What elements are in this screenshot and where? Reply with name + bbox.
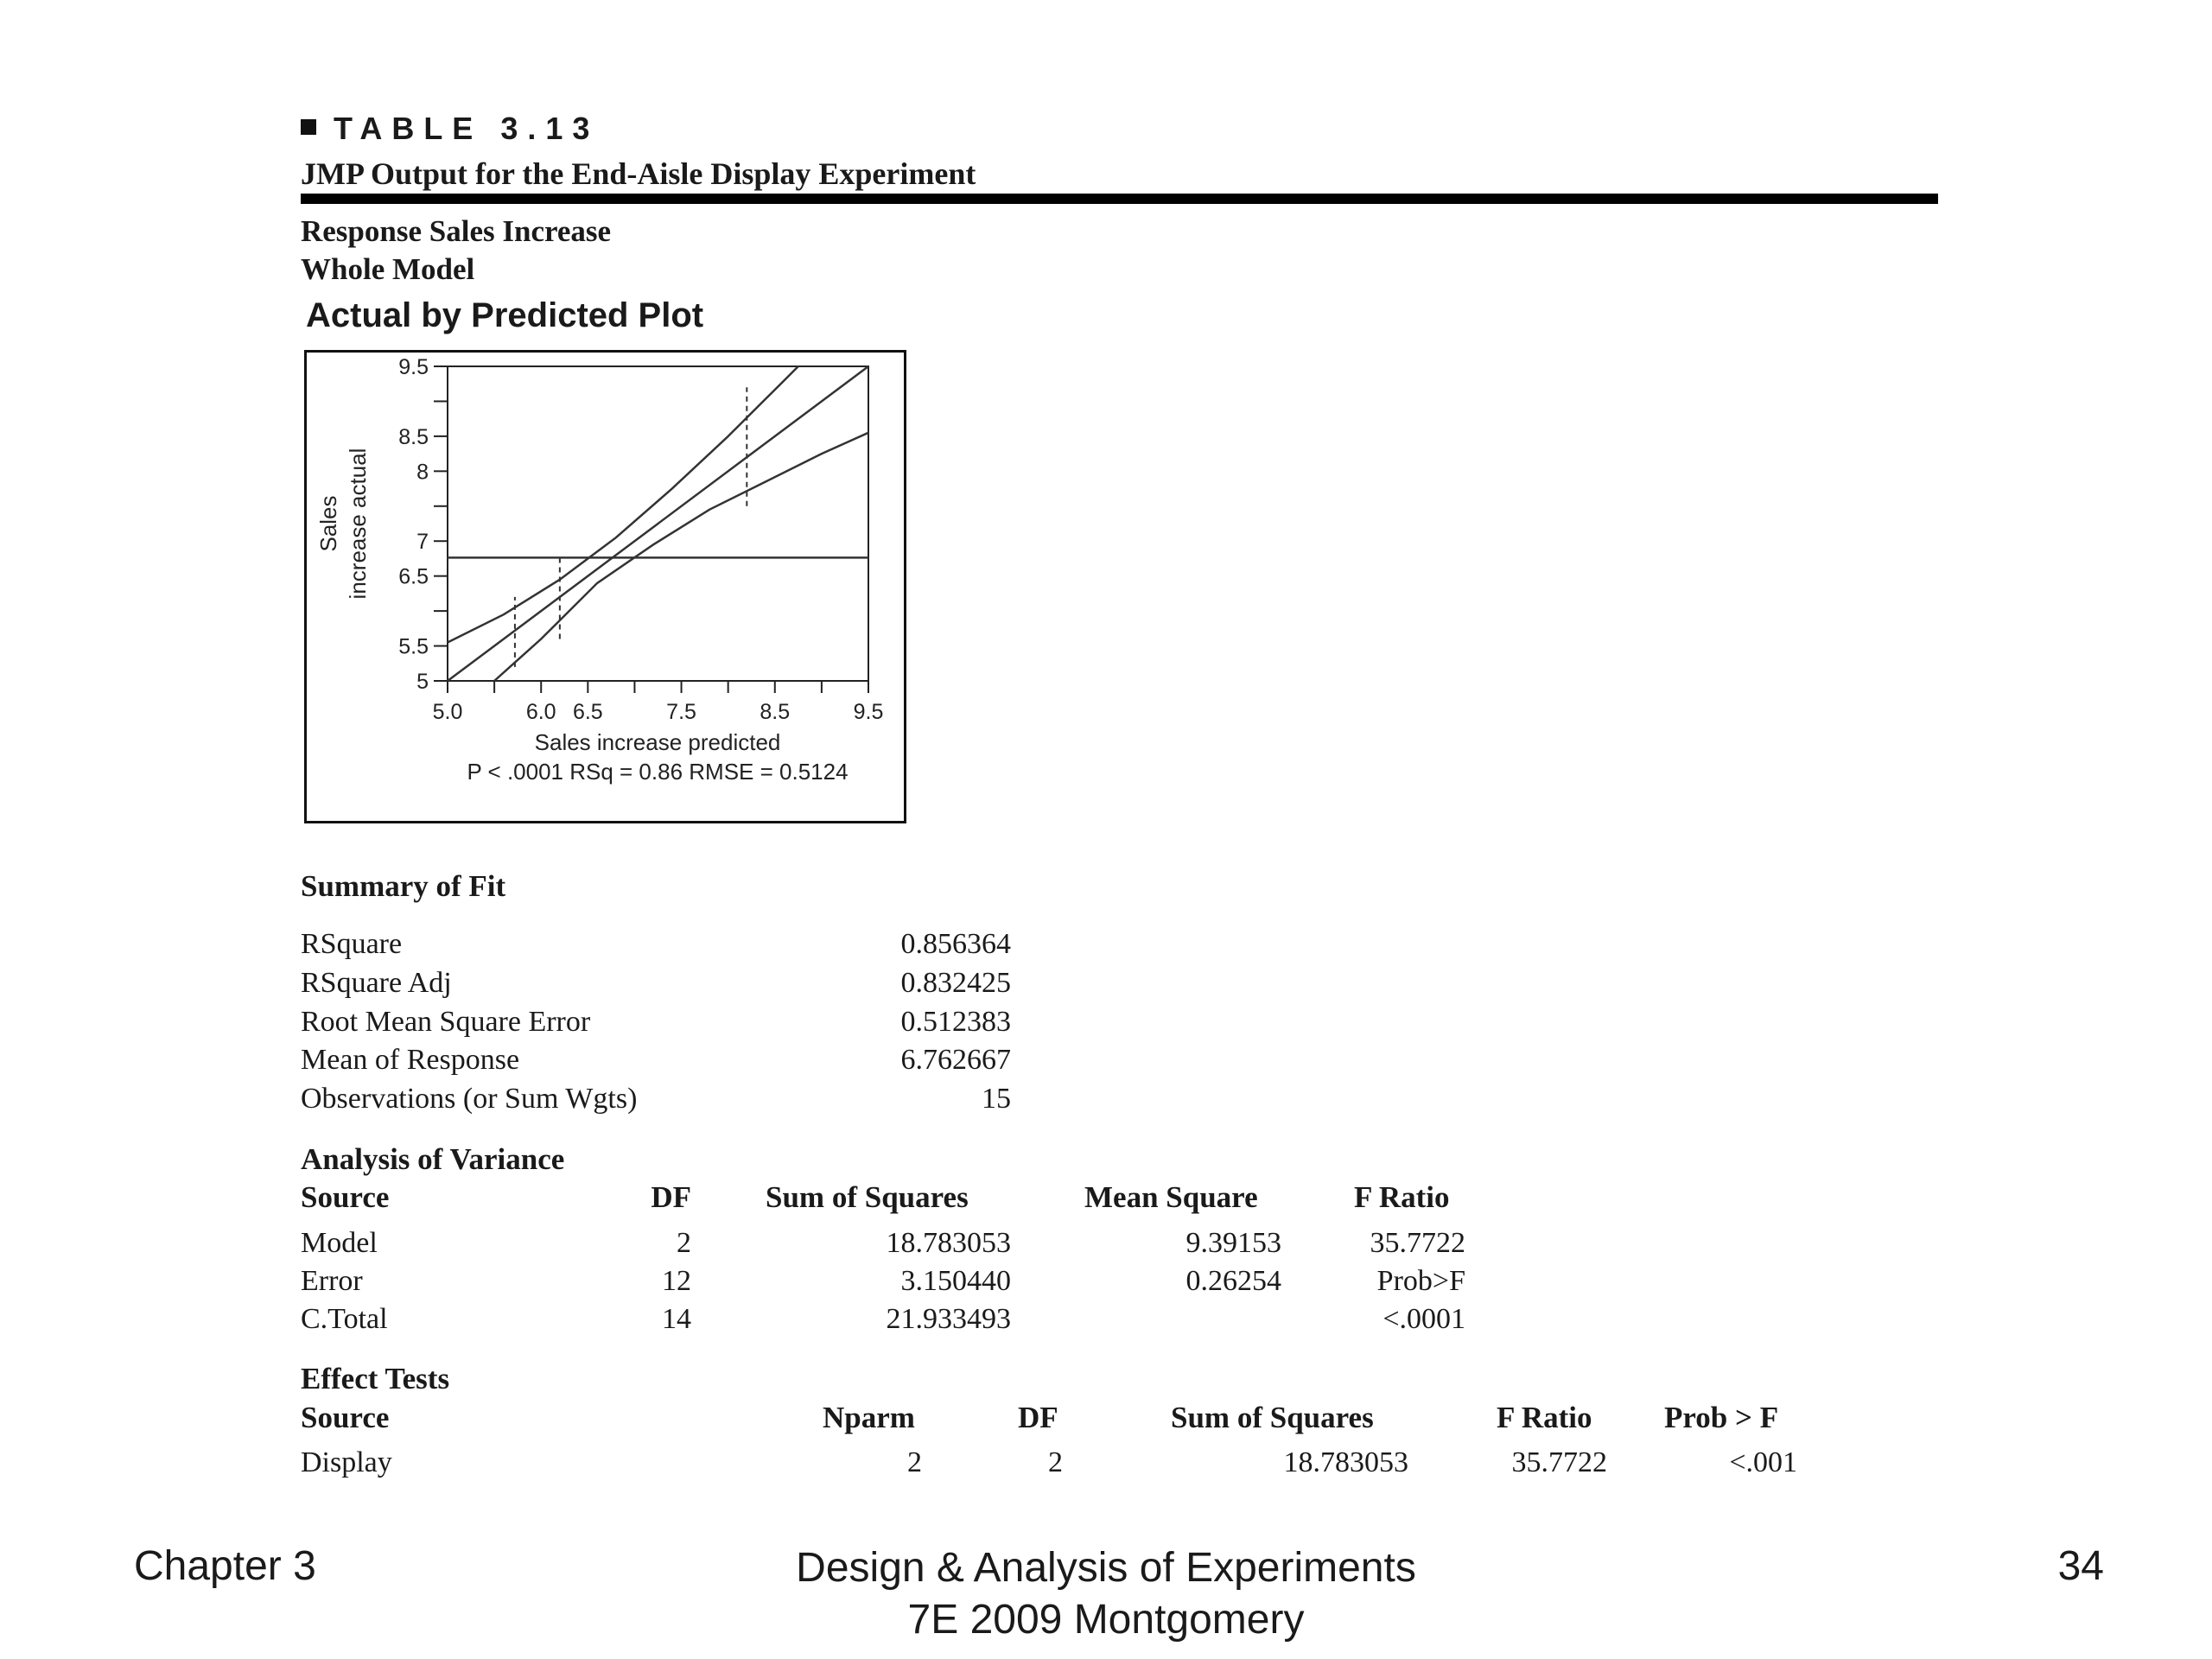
y-tick-label: 5 xyxy=(416,670,429,694)
plot-title: Actual by Predicted Plot xyxy=(306,296,704,334)
anova-cell: 9.39153 xyxy=(1185,1227,1281,1259)
y-tick-label: 7 xyxy=(416,530,429,555)
footer-book-line2: 7E 2009 Montgomery xyxy=(907,1597,1305,1643)
x-tick-label: 7.5 xyxy=(666,700,696,724)
sof-value: 15 xyxy=(982,1083,1011,1115)
x-tick-label: 9.5 xyxy=(853,700,884,724)
sof-label: Mean of Response xyxy=(301,1044,520,1076)
square-bullet-icon xyxy=(301,119,316,135)
anova-col-f: F Ratio xyxy=(1354,1180,1450,1214)
anova-cell: 0.26254 xyxy=(1185,1265,1281,1297)
header-rule xyxy=(301,194,1938,204)
effect-cell: 18.783053 xyxy=(1283,1446,1408,1478)
y-tick-label: 5.5 xyxy=(398,634,429,659)
sof-value: 6.762667 xyxy=(900,1044,1011,1076)
series-line-upper-confidence-curve xyxy=(448,366,798,643)
x-tick-label: 8.5 xyxy=(760,700,791,724)
effect-cell: Display xyxy=(301,1446,392,1478)
anova-cell: 2 xyxy=(677,1227,691,1259)
anova-cell: 18.783053 xyxy=(886,1227,1011,1259)
anova-cell: 14 xyxy=(662,1303,691,1335)
anova-col-df: DF xyxy=(651,1180,691,1214)
effect-col-nparm: Nparm xyxy=(823,1401,915,1434)
sof-label: Observations (or Sum Wgts) xyxy=(301,1083,638,1115)
anova-cell: Error xyxy=(301,1265,363,1297)
anova-cell: Prob>F xyxy=(1376,1265,1465,1297)
sof-label: RSquare Adj xyxy=(301,967,452,999)
effect-col-df: DF xyxy=(1018,1401,1058,1434)
footer-book-title xyxy=(0,1542,2212,1646)
summary-of-fit-heading: Summary of Fit xyxy=(301,869,506,903)
table-label xyxy=(301,111,599,147)
sof-value: 0.856364 xyxy=(900,928,1011,960)
anova-cell: Model xyxy=(301,1227,378,1259)
effect-cell: <.001 xyxy=(1729,1446,1797,1478)
series-line-fit xyxy=(448,366,868,681)
anova-cell: 35.7722 xyxy=(1370,1227,1465,1259)
y-tick-label: 9.5 xyxy=(398,355,429,379)
sof-value: 0.832425 xyxy=(900,967,1011,999)
effect-cell: 35.7722 xyxy=(1511,1446,1607,1478)
footer-page-number: 34 xyxy=(2057,1543,2104,1589)
x-tick-label: 5.0 xyxy=(432,700,463,724)
footer-chapter: Chapter 3 xyxy=(134,1543,316,1589)
anova-cell: 12 xyxy=(662,1265,691,1297)
y-axis-label-line2: increase actual xyxy=(345,448,371,600)
x-tick-label: 6.5 xyxy=(572,700,603,724)
effect-col-f: F Ratio xyxy=(1497,1401,1592,1434)
anova-heading: Analysis of Variance xyxy=(301,1142,565,1176)
y-tick-label: 8.5 xyxy=(398,424,429,449)
x-axis-label: Sales increase predicted xyxy=(534,729,781,755)
anova-cell: 3.150440 xyxy=(900,1265,1011,1297)
effect-cell: 2 xyxy=(907,1446,922,1478)
x-tick-label: 6.0 xyxy=(525,700,556,724)
plot-caption: P < .0001 RSq = 0.86 RMSE = 0.5124 xyxy=(467,759,849,785)
effect-col-prob: Prob > F xyxy=(1664,1401,1779,1434)
anova-cell: <.0001 xyxy=(1382,1303,1465,1335)
sof-value: 0.512383 xyxy=(900,1006,1011,1038)
response-label: Response Sales Increase xyxy=(301,214,612,248)
actual-by-predicted-chart xyxy=(307,353,904,821)
table-label-text: TABLE 3.13 xyxy=(334,111,600,146)
effect-tests-heading: Effect Tests xyxy=(301,1362,450,1395)
anova-col-ss: Sum of Squares xyxy=(766,1180,969,1214)
anova-cell: C.Total xyxy=(301,1303,388,1335)
y-tick-label: 8 xyxy=(416,460,429,485)
footer-book-line1: Design & Analysis of Experiments xyxy=(796,1545,1416,1591)
table-title: JMP Output for the End-Aisle Display Experiment xyxy=(301,156,976,191)
y-axis-ticks xyxy=(398,355,448,694)
anova-col-ms: Mean Square xyxy=(1084,1180,1258,1214)
anova-col-source: Source xyxy=(301,1180,390,1214)
sof-label: Root Mean Square Error xyxy=(301,1006,591,1038)
effect-col-source: Source xyxy=(301,1401,390,1434)
effect-col-ss: Sum of Squares xyxy=(1171,1401,1374,1434)
chart-curves xyxy=(448,366,868,681)
anova-cell: 21.933493 xyxy=(886,1303,1011,1335)
y-tick-label: 6.5 xyxy=(398,564,429,589)
y-axis-label-line1: Sales xyxy=(315,495,341,552)
effect-cell: 2 xyxy=(1048,1446,1063,1478)
sof-label: RSquare xyxy=(301,928,403,960)
x-axis-ticks xyxy=(433,681,884,724)
plot-frame xyxy=(304,350,906,823)
whole-model-label: Whole Model xyxy=(301,252,475,286)
